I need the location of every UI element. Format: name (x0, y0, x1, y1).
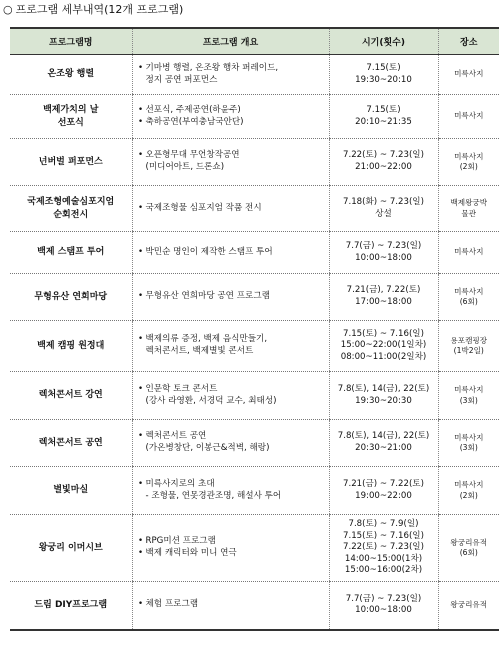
table-row (10, 139, 499, 186)
summary-item (136, 150, 326, 173)
program-summary-cell (132, 55, 329, 95)
program-summary-cell (132, 582, 329, 630)
program-name-cell (10, 186, 132, 232)
period-cell (329, 186, 438, 232)
period-line: 7.21(금) ~ 7.22(토) (343, 478, 424, 489)
place-line: (6회) (459, 548, 478, 557)
summary-item (136, 291, 326, 303)
program-name: 백제 스탬프 투어 (37, 247, 105, 258)
summary-text (146, 599, 326, 611)
summary-text (146, 150, 326, 173)
period-line: 7.8(토), 14(금), 22(토) (337, 383, 430, 394)
bullet-dot-icon: • (137, 246, 144, 257)
summary-item (136, 334, 326, 357)
period-line: 7.15(토) ~ 7.16(일) (343, 530, 424, 541)
program-name-cell (10, 55, 132, 95)
table-row (10, 582, 499, 630)
place-line: 용포캠핑장 (450, 335, 488, 345)
place-line: 미륵사지 (454, 69, 484, 79)
period-line: 19:30~20:10 (355, 74, 412, 85)
place-line: (2회) (459, 162, 478, 171)
summary-line: 오픈형무대 무언창작공연 (145, 150, 240, 161)
column-header-name: 프로그램명 (10, 28, 132, 55)
period-line: 10:00~18:00 (355, 605, 412, 616)
summary-text (146, 105, 326, 117)
period-cell (329, 139, 438, 186)
place-cell (438, 582, 499, 630)
program-name: 순회전시 (53, 209, 89, 220)
program-name: 렉처콘서트 강연 (38, 390, 103, 401)
table-row (10, 420, 499, 467)
program-summary-cell (132, 420, 329, 467)
summary-item (136, 117, 326, 129)
summary-subitem: - 조형물, 연못경관조명, 해설사 투어 (145, 490, 282, 501)
program-name-cell (10, 467, 132, 515)
place-cell (438, 186, 499, 232)
period-line: 7.15(토) (366, 104, 401, 115)
summary-text (146, 63, 326, 86)
period-line: 7.15(토) ~ 7.16(일) (343, 328, 424, 339)
program-name-cell (10, 515, 132, 582)
summary-text (146, 431, 326, 454)
period-line: 7.8(토) ~ 7.9(일) (348, 519, 419, 530)
place-line: 미륵사지 (454, 151, 484, 161)
program-name-cell (10, 372, 132, 420)
summary-line: 선포식, 주제공연(하윤주) (145, 104, 241, 115)
summary-item (136, 203, 326, 215)
program-name: 별빛마실 (53, 485, 89, 496)
period-cell (329, 420, 438, 467)
program-name-cell (10, 582, 132, 630)
summary-item (136, 431, 326, 454)
table-body (10, 55, 499, 630)
summary-line: 축하공연(부여충남국안단) (145, 116, 244, 127)
summary-item (136, 384, 326, 407)
program-name: 렉처콘서트 공연 (38, 437, 103, 448)
summary-line: 렉처콘서트, 백제별빛 콘서트 (145, 346, 254, 356)
period-line: 17:00~18:00 (355, 297, 412, 307)
bullet-dot-icon: • (137, 478, 144, 489)
program-name-cell (10, 274, 132, 321)
summary-item (136, 536, 326, 548)
table-row (10, 372, 499, 420)
program-summary-cell (132, 139, 329, 186)
summary-line: RPG미션 프로그램 (145, 536, 216, 547)
program-summary-cell (132, 321, 329, 372)
place-cell (438, 274, 499, 321)
program-name-cell (10, 321, 132, 372)
program-summary-cell (132, 467, 329, 515)
summary-line: 백제의류 증정, 백제 음식만들기, (145, 334, 268, 345)
place-cell (438, 95, 499, 139)
period-cell (329, 467, 438, 515)
summary-line: (미디어아트, 드론쇼) (145, 162, 225, 172)
program-name: 백제 캠핑 원정대 (37, 340, 105, 351)
place-cell (438, 321, 499, 372)
section-heading (3, 0, 183, 18)
table-row (10, 321, 499, 372)
place-line: 미륵사지 (454, 111, 484, 121)
period-line: 7.8(토), 14(금), 22(토) (337, 431, 430, 442)
period-line: 14:00~15:00(1차) (344, 553, 423, 564)
place-line: 미륵사지 (454, 247, 484, 257)
summary-line: 무형유산 연희마당 공연 프로그램 (145, 291, 270, 302)
program-summary-cell (132, 274, 329, 321)
period-line: 21:00~22:00 (355, 162, 412, 172)
summary-line: 렉처콘서트 공연 (145, 431, 207, 442)
table-row (10, 95, 499, 139)
period-line: 08:00~11:00(2일차) (340, 351, 427, 362)
period-line: 19:00~22:00 (355, 490, 412, 501)
place-line: (1박2일) (453, 346, 484, 355)
program-summary-cell (132, 515, 329, 582)
summary-item (136, 599, 326, 611)
program-summary-cell (132, 186, 329, 232)
program-name: 무형유산 연희마당 (34, 291, 108, 302)
period-line: 7.21(금), 7.22(토) (346, 285, 421, 296)
period-line: 15:00~16:00(2차) (344, 565, 423, 576)
bullet-dot-icon: • (137, 116, 144, 127)
place-cell (438, 372, 499, 420)
summary-line: 백제 캐릭터와 미니 연극 (145, 548, 237, 558)
place-line: (3회) (459, 395, 478, 405)
place-line: (2회) (459, 490, 478, 500)
column-header-period: 시기(횟수) (329, 28, 438, 55)
table-header-row (10, 28, 499, 55)
summary-line: (강사 라영환, 서경덕 교수, 최태성) (145, 395, 277, 406)
bullet-dot-icon: • (137, 599, 144, 610)
place-cell (438, 515, 499, 582)
program-name: 넌버벌 퍼포먼스 (38, 156, 103, 167)
bullet-dot-icon: • (137, 62, 144, 73)
period-cell (329, 95, 438, 139)
period-line: 20:30~21:00 (355, 443, 412, 453)
program-name: 선포식 (57, 117, 84, 128)
place-cell (438, 55, 499, 95)
place-cell (438, 139, 499, 186)
place-line: 미륵사지 (454, 432, 484, 442)
period-cell (329, 582, 438, 630)
circle-bullet-icon: ○ (3, 2, 13, 16)
place-line: 왕궁리유적 (450, 537, 488, 547)
summary-text (146, 247, 326, 259)
period-line: 7.15(토) (366, 62, 401, 73)
bullet-dot-icon: • (137, 548, 144, 558)
bullet-dot-icon: • (137, 536, 144, 547)
bullet-dot-icon: • (137, 431, 144, 442)
place-line: 미륵사지 (454, 286, 484, 296)
table-row (10, 515, 499, 582)
program-name: 드림 DIY프로그램 (34, 600, 108, 611)
period-line: 상설 (375, 208, 392, 219)
summary-line: 기마병 행렬, 온조왕 행차 퍼레이드, (145, 62, 279, 73)
place-line: (3회) (459, 443, 478, 452)
period-line: 7.7(금) ~ 7.23(일) (345, 593, 422, 604)
program-name-cell (10, 139, 132, 186)
summary-text (146, 548, 326, 560)
program-name: 국제조형예술심포지엄 (27, 197, 115, 208)
summary-line: (가온병창단, 이봉근&적벽, 해랑) (145, 443, 270, 453)
table-row (10, 186, 499, 232)
table-row (10, 467, 499, 515)
summary-text (146, 334, 326, 357)
period-cell (329, 321, 438, 372)
period-cell (329, 274, 438, 321)
program-name-cell (10, 232, 132, 274)
table-row (10, 274, 499, 321)
period-cell (329, 372, 438, 420)
summary-line: 인문학 토크 콘서트 (145, 383, 218, 394)
summary-item (136, 247, 326, 259)
section-title: 프로그램 세부내역(12개 프로그램) (15, 3, 184, 16)
place-line: 물관 (461, 208, 477, 218)
column-header-place: 장소 (438, 28, 499, 55)
bullet-dot-icon: • (137, 104, 144, 115)
program-name: 온조왕 행렬 (47, 69, 95, 80)
program-summary-cell (132, 95, 329, 139)
place-line: (6회) (459, 297, 478, 306)
summary-item (136, 105, 326, 117)
summary-line: 국제조형물 심포지엄 작품 전시 (145, 202, 262, 213)
period-line: 7.22(토) ~ 7.23(일) (343, 542, 424, 553)
table-row (10, 232, 499, 274)
bullet-dot-icon: • (137, 383, 144, 394)
place-line: 미륵사지 (454, 385, 484, 395)
period-line: 10:00~18:00 (355, 252, 412, 263)
summary-line: 박민순 명인이 제작한 스탬프 투어 (145, 246, 273, 257)
program-summary-cell (132, 232, 329, 274)
bullet-dot-icon: • (137, 150, 144, 161)
table-row (10, 55, 499, 95)
program-name: 왕궁리 이머시브 (38, 542, 103, 553)
summary-text (146, 384, 326, 407)
period-line: 7.18(화) ~ 7.23(일) (343, 196, 424, 207)
column-header-summary: 프로그램 개요 (132, 28, 329, 55)
summary-text (146, 203, 326, 215)
program-name-cell (10, 95, 132, 139)
place-cell (438, 232, 499, 274)
summary-text (146, 479, 326, 491)
period-cell (329, 232, 438, 274)
bullet-dot-icon: • (137, 334, 144, 345)
program-name: 백제가치의 날 (43, 105, 99, 116)
program-name-cell (10, 420, 132, 467)
summary-item (136, 548, 326, 560)
summary-line: 미륵사지로의 초대 (145, 478, 215, 489)
summary-item (136, 63, 326, 86)
place-line: 미륵사지 (454, 480, 484, 490)
summary-text (146, 291, 326, 303)
period-line: 20:10~21:35 (355, 116, 412, 127)
summary-item (136, 479, 326, 491)
period-line: 15:00~22:00(1일차) (340, 340, 427, 351)
summary-line: 정지 공연 퍼포먼스 (145, 74, 218, 85)
program-summary-cell (132, 372, 329, 420)
period-cell (329, 55, 438, 95)
place-cell (438, 467, 499, 515)
summary-text (146, 536, 326, 548)
program-table (10, 27, 499, 631)
period-line: 19:30~20:30 (355, 395, 412, 406)
summary-line: 체험 프로그램 (145, 599, 199, 610)
summary-text (146, 117, 326, 129)
place-line: 백제왕궁박 (450, 198, 488, 208)
bullet-dot-icon: • (137, 202, 144, 213)
place-cell (438, 420, 499, 467)
bullet-dot-icon: • (137, 291, 144, 302)
period-line: 7.22(토) ~ 7.23(일) (343, 150, 424, 161)
period-cell (329, 515, 438, 582)
place-line: 왕궁리유적 (450, 600, 488, 610)
period-line: 7.7(금) ~ 7.23(일) (345, 240, 422, 251)
